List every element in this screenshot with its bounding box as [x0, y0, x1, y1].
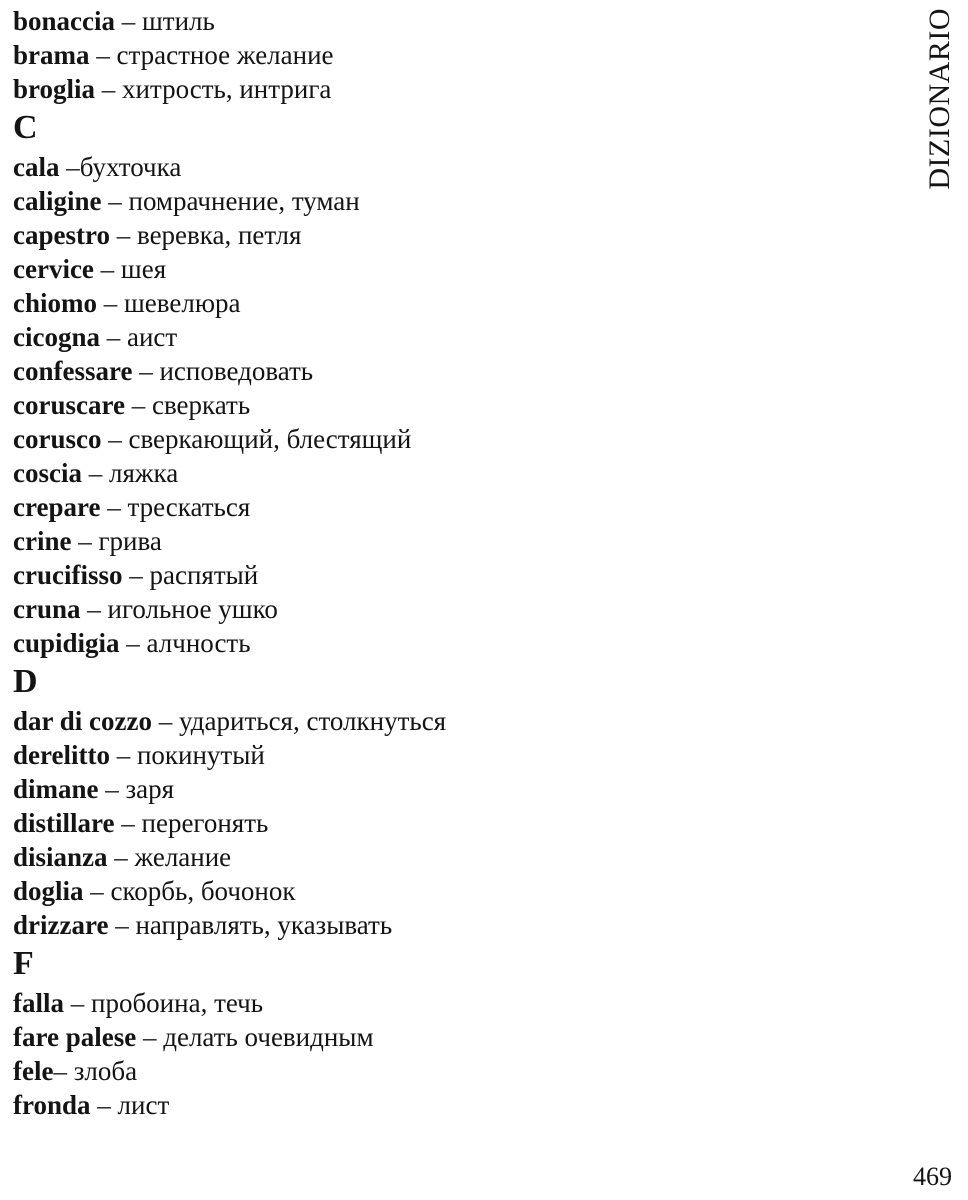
- entry-separator: –: [64, 988, 91, 1018]
- glossary-entry: [13, 388, 873, 422]
- entry-separator: –: [115, 6, 143, 36]
- entry-definition: делать очевидным: [163, 1022, 374, 1052]
- glossary-entry: [13, 738, 873, 772]
- entry-definition: трескаться: [127, 492, 251, 522]
- entry-term: cala: [13, 152, 60, 182]
- entry-separator: –: [109, 220, 137, 250]
- glossary-entry: [13, 456, 873, 490]
- glossary-entry: [13, 422, 873, 456]
- entry-term: brama: [13, 40, 90, 70]
- entry-separator: –: [136, 1022, 164, 1052]
- entry-definition: исповедовать: [159, 356, 314, 386]
- entry-term: crepare: [13, 492, 101, 522]
- entry-definition: распятый: [149, 560, 259, 590]
- entry-separator: –: [97, 288, 124, 318]
- entry-term: fare palese: [13, 1022, 137, 1052]
- entry-term: distillare: [13, 808, 115, 838]
- glossary-entry: [13, 524, 873, 558]
- entry-separator: –: [95, 74, 123, 104]
- entry-term: fele: [13, 1056, 54, 1086]
- entry-definition: злоба: [73, 1056, 138, 1086]
- glossary-entry: [13, 184, 873, 218]
- entry-separator: –: [59, 152, 80, 182]
- entry-term: cruna: [13, 594, 81, 624]
- entry-definition: направлять, указывать: [135, 910, 393, 940]
- entry-term: cicogna: [13, 322, 100, 352]
- glossary-entry: [13, 704, 873, 738]
- entry-separator: –: [109, 740, 137, 770]
- entry-separator: –: [101, 186, 129, 216]
- entry-separator: –: [114, 808, 142, 838]
- entry-term: coscia: [13, 458, 82, 488]
- glossary-entry: [13, 218, 873, 252]
- entry-definition: лист: [117, 1090, 170, 1120]
- entry-definition: бухточка: [79, 152, 182, 182]
- entry-definition: шея: [120, 254, 167, 284]
- glossary-entry: [13, 286, 873, 320]
- running-title: DIZIONARIO: [923, 8, 956, 190]
- entry-separator: –: [53, 1056, 74, 1086]
- entry-term: dar di cozzo: [13, 706, 152, 736]
- entry-separator: –: [80, 594, 108, 624]
- entry-term: disianza: [13, 842, 108, 872]
- entry-term: chiomo: [13, 288, 97, 318]
- entry-term: crine: [13, 526, 72, 556]
- entry-separator: –: [100, 492, 128, 522]
- glossary-entry: [13, 874, 873, 908]
- entry-term: coruscare: [13, 390, 125, 420]
- glossary-entry: [13, 986, 873, 1020]
- glossary-entry: [13, 772, 873, 806]
- entry-definition: игольное ушко: [107, 594, 278, 624]
- glossary-entry: [13, 1054, 873, 1088]
- entry-definition: шевелюра: [124, 288, 241, 318]
- entry-term: bonaccia: [13, 6, 116, 36]
- entry-separator: –: [81, 458, 109, 488]
- entry-separator: –: [89, 40, 117, 70]
- entry-definition: страстное желание: [116, 40, 334, 70]
- entry-term: confessare: [13, 356, 133, 386]
- entry-definition: сверкать: [151, 390, 251, 420]
- glossary-list: [13, 4, 873, 1122]
- glossary-entry: [13, 320, 873, 354]
- entry-term: fronda: [13, 1090, 91, 1120]
- section-letter: C: [13, 109, 38, 146]
- glossary-entry: [13, 626, 873, 660]
- entry-separator: –: [101, 424, 129, 454]
- glossary-entry: [13, 806, 873, 840]
- entry-definition: аист: [127, 322, 178, 352]
- entry-definition: хитрость, интрига: [122, 74, 332, 104]
- glossary-entry: [13, 490, 873, 524]
- entry-term: derelitto: [13, 740, 110, 770]
- glossary-entry: [13, 1088, 873, 1122]
- entry-definition: грива: [98, 526, 162, 556]
- entry-separator: –: [90, 1090, 118, 1120]
- section-letter: F: [13, 945, 34, 982]
- entry-term: crucifisso: [13, 560, 123, 590]
- entry-definition: удариться, столкнуться: [178, 706, 447, 736]
- entry-separator: –: [122, 560, 150, 590]
- entry-definition: алчность: [146, 628, 251, 658]
- entry-definition: желание: [134, 842, 232, 872]
- glossary-entry: [13, 1020, 873, 1054]
- entry-definition: заря: [125, 774, 175, 804]
- glossary-entry: [13, 840, 873, 874]
- entry-term: dimane: [13, 774, 99, 804]
- entry-definition: штиль: [142, 6, 215, 36]
- entry-term: cervice: [13, 254, 94, 284]
- section-letter: D: [13, 663, 38, 700]
- entry-separator: –: [100, 322, 127, 352]
- entry-definition: пробоина, течь: [91, 988, 264, 1018]
- entry-definition: покинутый: [136, 740, 265, 770]
- entry-definition: перегонять: [141, 808, 269, 838]
- entry-term: capestro: [13, 220, 110, 250]
- entry-definition: ляжка: [108, 458, 179, 488]
- glossary-entry: [13, 592, 873, 626]
- glossary-entry: [13, 38, 873, 72]
- entry-separator: –: [93, 254, 121, 284]
- entry-separator: –: [119, 628, 147, 658]
- entry-term: cupidigia: [13, 628, 120, 658]
- glossary-entry: [13, 354, 873, 388]
- entry-term: drizzare: [13, 910, 109, 940]
- entry-separator: –: [132, 356, 160, 386]
- glossary-entry: [13, 558, 873, 592]
- entry-separator: –: [83, 876, 111, 906]
- entry-term: caligine: [13, 186, 102, 216]
- glossary-entry: [13, 4, 873, 38]
- entry-separator: –: [71, 526, 99, 556]
- glossary-entry: [13, 908, 873, 942]
- glossary-entry: [13, 150, 873, 184]
- entry-term: falla: [13, 988, 64, 1018]
- entry-term: broglia: [13, 74, 96, 104]
- glossary-entry: [13, 72, 873, 106]
- entry-definition: сверкающий, блестящий: [128, 424, 412, 454]
- entry-separator: –: [151, 706, 179, 736]
- entry-term: doglia: [13, 876, 84, 906]
- entry-separator: –: [124, 390, 152, 420]
- page-number: 469: [913, 1162, 952, 1191]
- glossary-entry: [13, 252, 873, 286]
- entry-term: corusco: [13, 424, 102, 454]
- entry-definition: веревка, петля: [136, 220, 302, 250]
- entry-definition: скорбь, бочонок: [110, 876, 296, 906]
- entry-definition: помрачнение, туман: [128, 186, 360, 216]
- entry-separator: –: [107, 842, 135, 872]
- entry-separator: –: [98, 774, 126, 804]
- entry-separator: –: [108, 910, 136, 940]
